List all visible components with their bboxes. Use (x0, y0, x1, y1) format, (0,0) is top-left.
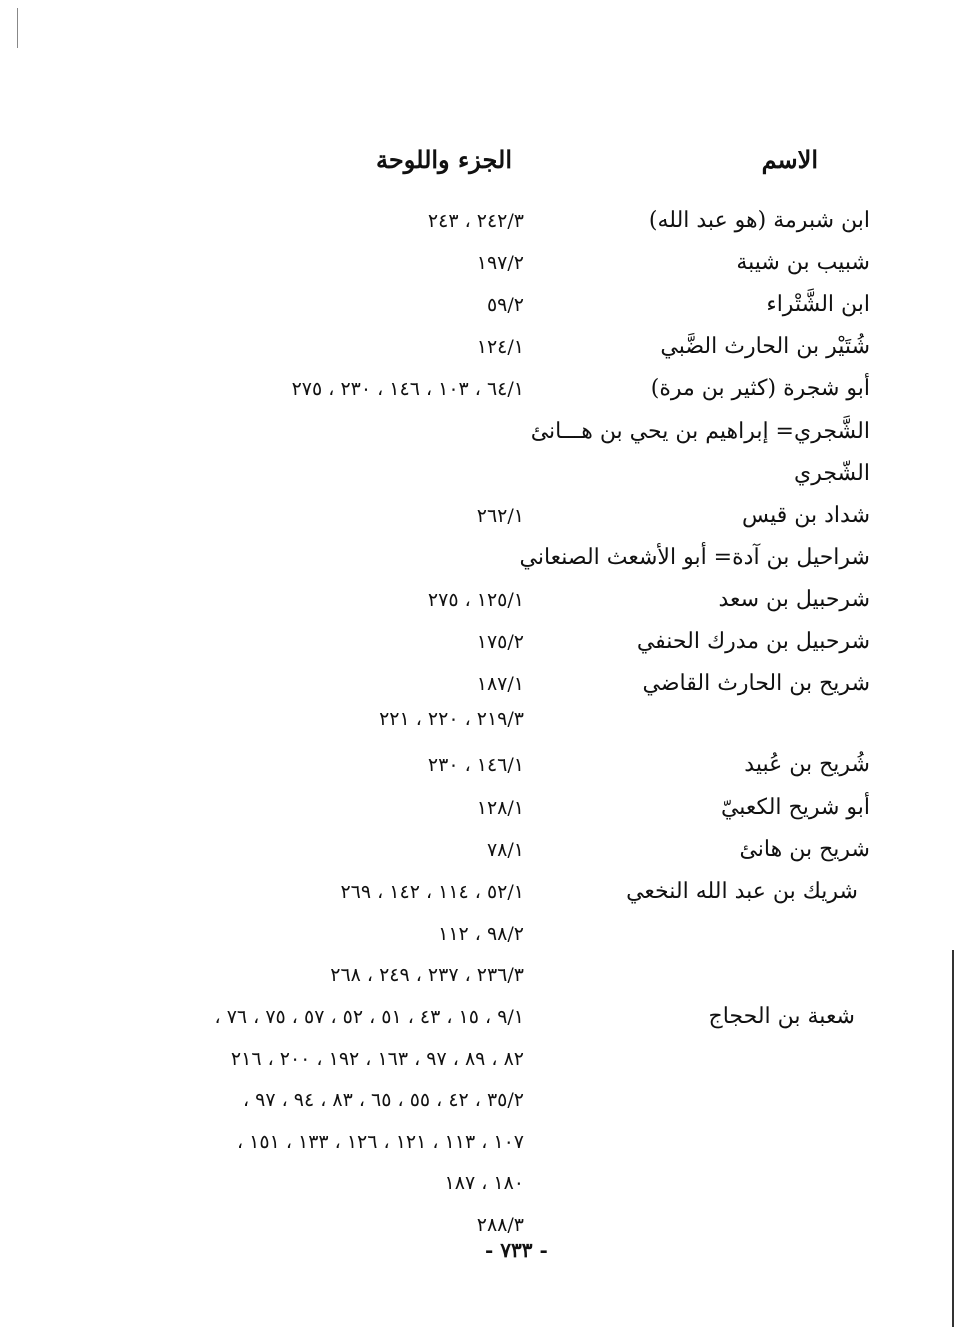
entry-name: شريح بن الحارث القاضي (642, 671, 870, 696)
index-entry (0, 837, 970, 877)
index-entry (0, 292, 970, 332)
index-entry (0, 334, 970, 374)
entry-reference: ٢٣٦/٣ ، ٢٣٧ ، ٢٤٩ ، ٢٦٨ (330, 964, 524, 986)
index-entry (0, 419, 970, 459)
entry-reference: ١٨٠ ، ١٨٧ (444, 1172, 524, 1194)
entry-name: الشَّجري= إبراهيم بن يحي بن هـــانئ (530, 419, 870, 444)
index-entry (0, 752, 970, 792)
index-entry (0, 879, 970, 919)
entry-name: أبو شريح الكعبيّ (720, 795, 870, 820)
entry-name: شُتَيْر بن الحارث الضَّبي (660, 334, 870, 359)
entry-name: شريح بن هانئ (739, 837, 870, 862)
entry-name: شعبة بن الحجاج (708, 1004, 855, 1029)
entry-reference: ١٢٨/١ (476, 797, 524, 819)
entry-reference: ٥٩/٢ (486, 294, 524, 316)
entry-reference: ١٨٧/١ (476, 673, 524, 695)
entry-reference: ٥٢/١ ، ١١٤ ، ١٤٢ ، ٢٦٩ (340, 881, 524, 903)
entry-reference: ٦٤/١ ، ١٠٣ ، ١٤٦ ، ٢٣٠ ، ٢٧٥ (291, 378, 524, 400)
scan-edge-mark (17, 8, 18, 48)
entry-name: شُريح بن عُبيد (744, 752, 870, 777)
entry-reference: ١٢٤/١ (476, 336, 524, 358)
entry-name: شراحيل بن آدة= أبو الأشعث الصنعاني (519, 545, 870, 570)
index-entry (0, 461, 970, 501)
index-entry (0, 1170, 970, 1210)
entry-reference: ٢٤٢/٣ ، ٢٤٣ (427, 210, 524, 232)
entry-name: شرحبيل بن سعد (718, 587, 870, 612)
index-entry (0, 587, 970, 627)
entry-name: شبيب بن شيبة (736, 250, 870, 275)
entry-reference: ١٤٦/١ ، ٢٣٠ (427, 754, 524, 776)
index-entry (0, 706, 970, 746)
index-entry (0, 795, 970, 835)
entry-name: شريك بن عبد الله النخعي (626, 879, 858, 904)
entry-reference: ١٢٥/١ ، ٢٧٥ (427, 589, 524, 611)
entry-name: شرحبيل بن مدرك الحنفي (636, 629, 870, 654)
index-entry (0, 962, 970, 1002)
entry-reference: ٨٢ ، ٨٩ ، ٩٧ ، ١٦٣ ، ١٩٢ ، ٢٠٠ ، ٢١٦ (230, 1048, 524, 1070)
entry-reference: ٢١٩/٣ ، ٢٢٠ ، ٢٢١ (379, 708, 524, 730)
index-entry (0, 629, 970, 669)
entry-reference: ١٧٥/٢ (476, 631, 524, 653)
page-number: - ٧٣٣ - (485, 1238, 548, 1262)
index-entry (0, 1129, 970, 1169)
entry-reference: ٢٨٨/٣ (476, 1214, 524, 1236)
entry-reference: ٧٨/١ (486, 839, 524, 861)
index-entry (0, 250, 970, 290)
index-entry (0, 1004, 970, 1044)
index-entry (0, 1046, 970, 1086)
index-entry (0, 1087, 970, 1127)
entry-reference: ١٩٧/٢ (476, 252, 524, 274)
index-entry (0, 545, 970, 585)
index-entry (0, 921, 970, 961)
entry-reference: ٩٨/٢ ، ١١٢ (438, 923, 524, 945)
entry-name: ابن الشَّتْراء (766, 292, 870, 317)
index-entry (0, 671, 970, 711)
entry-reference: ٩/١ ، ١٥ ، ٤٣ ، ٥١ ، ٥٢ ، ٥٧ ، ٧٥ ، ٧٦ ، (214, 1006, 524, 1028)
index-entry (0, 376, 970, 416)
entry-reference: ١٠٧ ، ١١٣ ، ١٢١ ، ١٢٦ ، ١٣٣ ، ١٥١ ، (236, 1131, 524, 1153)
entry-name: الشّجري (793, 461, 870, 486)
reference-column-header: الجزء واللوحة (376, 145, 512, 174)
index-entry (0, 208, 970, 248)
name-column-header: الاسم (761, 145, 818, 174)
entry-name: شداد بن قيس (742, 503, 870, 528)
index-entry (0, 503, 970, 543)
entry-reference: ٢٦٢/١ (476, 505, 524, 527)
entry-reference: ٣٥/٢ ، ٤٢ ، ٥٥ ، ٦٥ ، ٨٣ ، ٩٤ ، ٩٧ ، (242, 1089, 524, 1111)
entry-name: ابن شبرمة (هو عبد الله) (648, 208, 870, 233)
entry-name: أبو شجرة (كثير بن مرة) (650, 376, 870, 401)
